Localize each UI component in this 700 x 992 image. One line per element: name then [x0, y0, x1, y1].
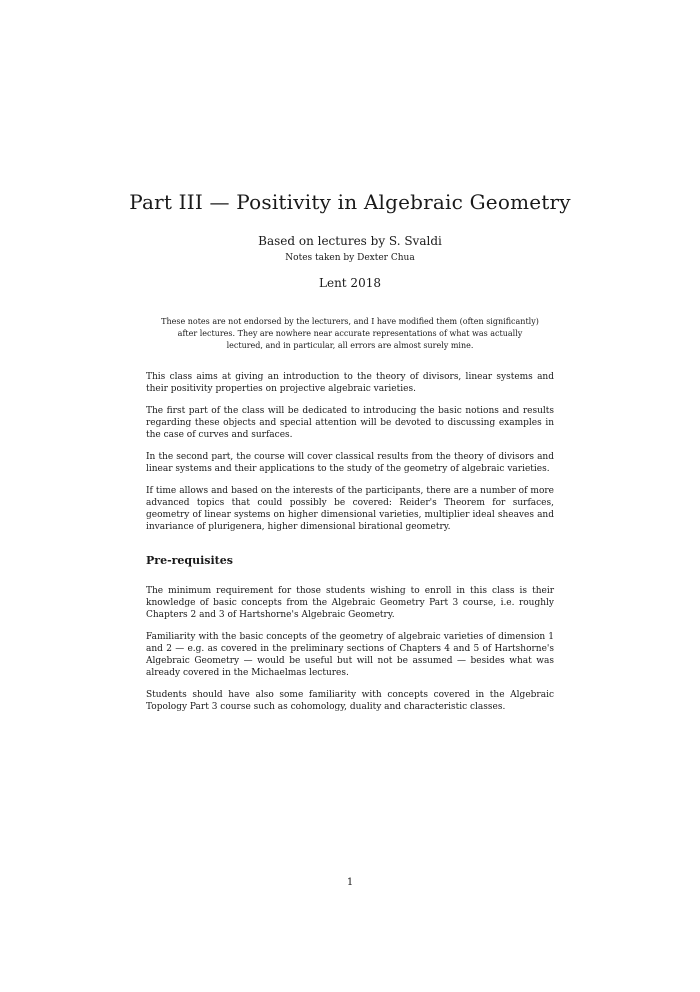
prereq-paragraph-2: Familiarity with the basic concepts of the geometry of algebraic varieties of dimension 1 and 2 — e.g. as covered in the preliminary sections of Chapters 4 and 5 of Hartshorne's Algebraic Geometry — would be useful but will not be assumed — besides what was already covered in the Michaelmas lectures.	[146, 632, 554, 678]
page-number: 1	[346, 877, 354, 888]
disclaimer: These notes are not endorsed by the lecturers, and I have modified them (often significantly) after lectures. They are nowhere near accurate representations of what was actually lectured, and in particular, all errors are almost surely mine.	[161, 317, 539, 350]
document-body	[146, 371, 554, 723]
prereq-paragraph-3: Students should have also some familiarity with concepts covered in the Algebraic Topology Part 3 course such as cohomology, duality and characteristic classes.	[146, 690, 554, 712]
lecturer-line: Based on lectures by S. Svaldi	[258, 234, 442, 248]
prereq-paragraph-1: The minimum requirement for those students wishing to enroll in this class is their knowledge of basic concepts from the Algebraic Geometry Part 3 course, i.e. roughly Chapters 2 and 3 of Hartshorne's Algebraic Geometry.	[146, 586, 554, 620]
intro-paragraph-3: In the second part, the course will cover classical results from the theory of divisors and linear systems and their applications to the study of the geometry of algebraic varieties.	[146, 452, 554, 474]
section-heading-prerequisites: Pre-requisites	[146, 554, 233, 567]
notes-author-line: Notes taken by Dexter Chua	[285, 253, 415, 263]
document-title: Part III — Positivity in Algebraic Geometry	[129, 190, 571, 214]
term-line: Lent 2018	[319, 276, 381, 290]
intro-paragraph-1: This class aims at giving an introduction to the theory of divisors, linear systems and their positivity properties on projective algebraic varieties.	[146, 372, 554, 394]
intro-paragraph-2: The first part of the class will be dedicated to introducing the basic notions and results regarding these objects and special attention will be devoted to discussing examples in the case of curves and surfaces.	[146, 406, 554, 440]
intro-paragraph-4: If time allows and based on the interests of the participants, there are a number of more advanced topics that could possibly be covered: Reider's Theorem for surfaces, geometry of linear systems on higher dimensional varieties, multiplier ideal sheaves and invariance of plurigenera, higher dimensional birational geometry.	[146, 486, 554, 532]
